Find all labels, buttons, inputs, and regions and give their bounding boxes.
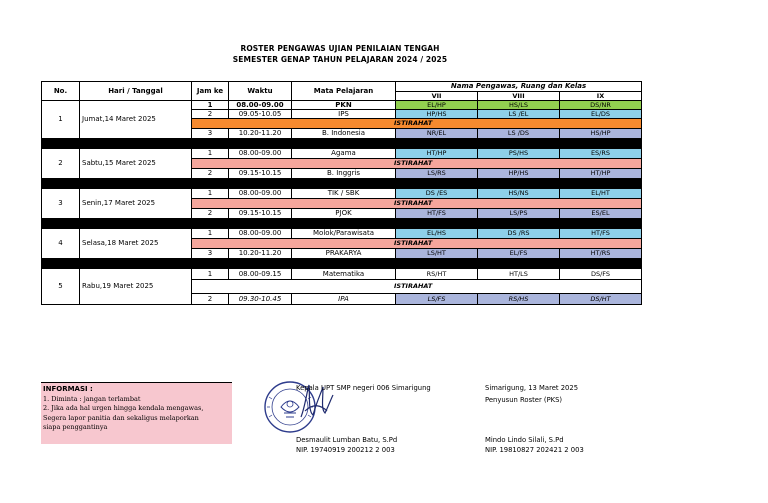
waktu-cell: 08.00-09.00 [229, 149, 292, 159]
pengawas-viii: HT/LS [478, 269, 560, 280]
header-no: No. [42, 82, 80, 101]
waktu-cell: 08.00-09.00 [229, 229, 292, 239]
waktu-cell: 08.00-09.00 [229, 189, 292, 199]
signature-left-title: Kepala UPT SMP negeri 006 Simarigung [296, 384, 431, 392]
waktu-cell: 10.20-11.20 [229, 249, 292, 259]
pengawas-viii: LS/PS [478, 209, 560, 219]
pengawas-ix: HT/RS [560, 249, 642, 259]
separator-bar [42, 179, 642, 189]
header-pengawas: Nama Pengawas, Ruang dan Kelas [396, 82, 642, 92]
pengawas-vii: LS/HT [396, 249, 478, 259]
signature-right-place-date: Simarigung, 13 Maret 2025 [485, 384, 579, 392]
day-no: 4 [42, 229, 80, 259]
istirahat-label: ISTIRAHAT [192, 280, 642, 294]
mapel-cell: IPA [292, 294, 396, 305]
signature-right-nip: NIP. 19810827 202421 2 003 [485, 446, 584, 454]
jam-cell: 3 [192, 249, 229, 259]
separator-row [42, 219, 642, 229]
pengawas-ix: EL/DS [560, 110, 642, 119]
pengawas-viii: HP/HS [478, 169, 560, 179]
separator-row [42, 139, 642, 149]
table-row [42, 149, 642, 159]
signature-right-name: Mindo Lindo Silali, S.Pd [485, 436, 564, 444]
pengawas-vii: LS/RS [396, 169, 478, 179]
pengawas-vii: NR/EL [396, 129, 478, 139]
table-row [42, 101, 642, 110]
waktu-cell: 09.30-10.45 [229, 294, 292, 305]
pengawas-vii: DS /ES [396, 189, 478, 199]
waktu-cell: 08.00-09.00 [229, 101, 292, 110]
day-no: 2 [42, 149, 80, 179]
pengawas-viii: EL/FS [478, 249, 560, 259]
day-date: Senin,17 Maret 2025 [80, 189, 192, 219]
day-date: Sabtu,15 Maret 2025 [80, 149, 192, 179]
mapel-cell: PRAKARYA [292, 249, 396, 259]
day-no: 5 [42, 269, 80, 305]
istirahat-label: ISTIRAHAT [192, 239, 642, 249]
jam-cell: 3 [192, 129, 229, 139]
jam-cell: 1 [192, 229, 229, 239]
pengawas-vii: EL/HS [396, 229, 478, 239]
mapel-cell: B. Indonesia [292, 129, 396, 139]
jam-cell: 1 [192, 269, 229, 280]
mapel-cell: Matematika [292, 269, 396, 280]
pengawas-vii: HP/HS [396, 110, 478, 119]
waktu-cell: 09.15-10.15 [229, 209, 292, 219]
signature-right-role: Penyusun Roster (PKS) [485, 396, 563, 404]
separator-bar [42, 259, 642, 269]
header-kelas-vii: VII [396, 92, 478, 101]
istirahat-label: ISTIRAHAT [192, 199, 642, 209]
pengawas-vii: RS/HT [396, 269, 478, 280]
jam-cell: 2 [192, 294, 229, 305]
separator-row [42, 259, 642, 269]
waktu-cell: 10.20-11.20 [229, 129, 292, 139]
pengawas-ix: HT/FS [560, 229, 642, 239]
separator-bar [42, 139, 642, 149]
pengawas-vii: LS/FS [396, 294, 478, 305]
header-kelas-ix: IX [560, 92, 642, 101]
day-no: 3 [42, 189, 80, 219]
pengawas-viii: RS/HS [478, 294, 560, 305]
table-row [42, 229, 642, 239]
info-heading: INFORMASI : [43, 385, 93, 393]
mapel-cell: Agama [292, 149, 396, 159]
waktu-cell: 08.00-09.15 [229, 269, 292, 280]
mapel-cell: Molok/Parawisata [292, 229, 396, 239]
pengawas-ix: DS/FS [560, 269, 642, 280]
mapel-cell: IPS [292, 110, 396, 119]
table-row [42, 189, 642, 199]
header-jam-ke: Jam ke [192, 82, 229, 101]
pengawas-ix: ES/RS [560, 149, 642, 159]
jam-cell: 2 [192, 209, 229, 219]
waktu-cell: 09.05-10.05 [229, 110, 292, 119]
pengawas-viii: HS/NS [478, 189, 560, 199]
mapel-cell: PKN [292, 101, 396, 110]
pengawas-viii: LS /DS [478, 129, 560, 139]
header-kelas-viii: VIII [478, 92, 560, 101]
info-line: 1. Diminta : jangan terlambat [43, 394, 141, 403]
pengawas-ix: EL/HT [560, 189, 642, 199]
signature-left-name: Desmaulit Lumban Batu, S.Pd [296, 436, 398, 444]
pengawas-viii: DS /RS [478, 229, 560, 239]
waktu-cell: 09.15-10.15 [229, 169, 292, 179]
info-box [41, 382, 232, 444]
day-date: Selasa,18 Maret 2025 [80, 229, 192, 259]
pengawas-ix: DS/NR [560, 101, 642, 110]
roster-title-line2: SEMESTER GENAP TAHUN PELAJARAN 2024 / 2025 [232, 55, 448, 64]
mapel-cell: TIK / SBK [292, 189, 396, 199]
pengawas-viii: LS /EL [478, 110, 560, 119]
pengawas-ix: DS/HT [560, 294, 642, 305]
pengawas-vii: EL/HP [396, 101, 478, 110]
day-no: 1 [42, 101, 80, 139]
signature-left-nip: NIP. 19740919 200212 2 003 [296, 446, 395, 454]
roster-table [41, 81, 642, 305]
day-date: Rabu,19 Maret 2025 [80, 269, 192, 305]
mapel-cell: PJOK [292, 209, 396, 219]
header-mata-pelajaran: Mata Pelajaran [292, 82, 396, 101]
header-hari-tanggal: Hari / Tanggal [80, 82, 192, 101]
pengawas-viii: PS/HS [478, 149, 560, 159]
header-row [42, 82, 642, 92]
pengawas-viii: HS/LS [478, 101, 560, 110]
jam-cell: 1 [192, 189, 229, 199]
info-line: Segera lapor panitia dan sekaligus melaporkan [43, 413, 199, 422]
pengawas-ix: ES/EL [560, 209, 642, 219]
separator-row [42, 179, 642, 189]
pengawas-vii: HT/HP [396, 149, 478, 159]
istirahat-label: ISTIRAHAT [192, 119, 642, 129]
pengawas-vii: HT/FS [396, 209, 478, 219]
roster-title-line1: ROSTER PENGAWAS UJIAN PENILAIAN TENGAH [240, 44, 440, 53]
info-line: siapa penggantinya [43, 423, 108, 431]
jam-cell: 2 [192, 169, 229, 179]
jam-cell: 1 [192, 149, 229, 159]
info-line: 2. Jika ada hal urgen hingga kendala mengawas, [43, 404, 204, 412]
separator-bar [42, 219, 642, 229]
day-date: Jumat,14 Maret 2025 [80, 101, 192, 139]
istirahat-label: ISTIRAHAT [192, 159, 642, 169]
pengawas-ix: HS/HP [560, 129, 642, 139]
header-waktu: Waktu [229, 82, 292, 101]
jam-cell: 2 [192, 110, 229, 119]
jam-cell: 1 [192, 101, 229, 110]
table-row [42, 269, 642, 280]
pengawas-ix: HT/HP [560, 169, 642, 179]
mapel-cell: B. Inggris [292, 169, 396, 179]
